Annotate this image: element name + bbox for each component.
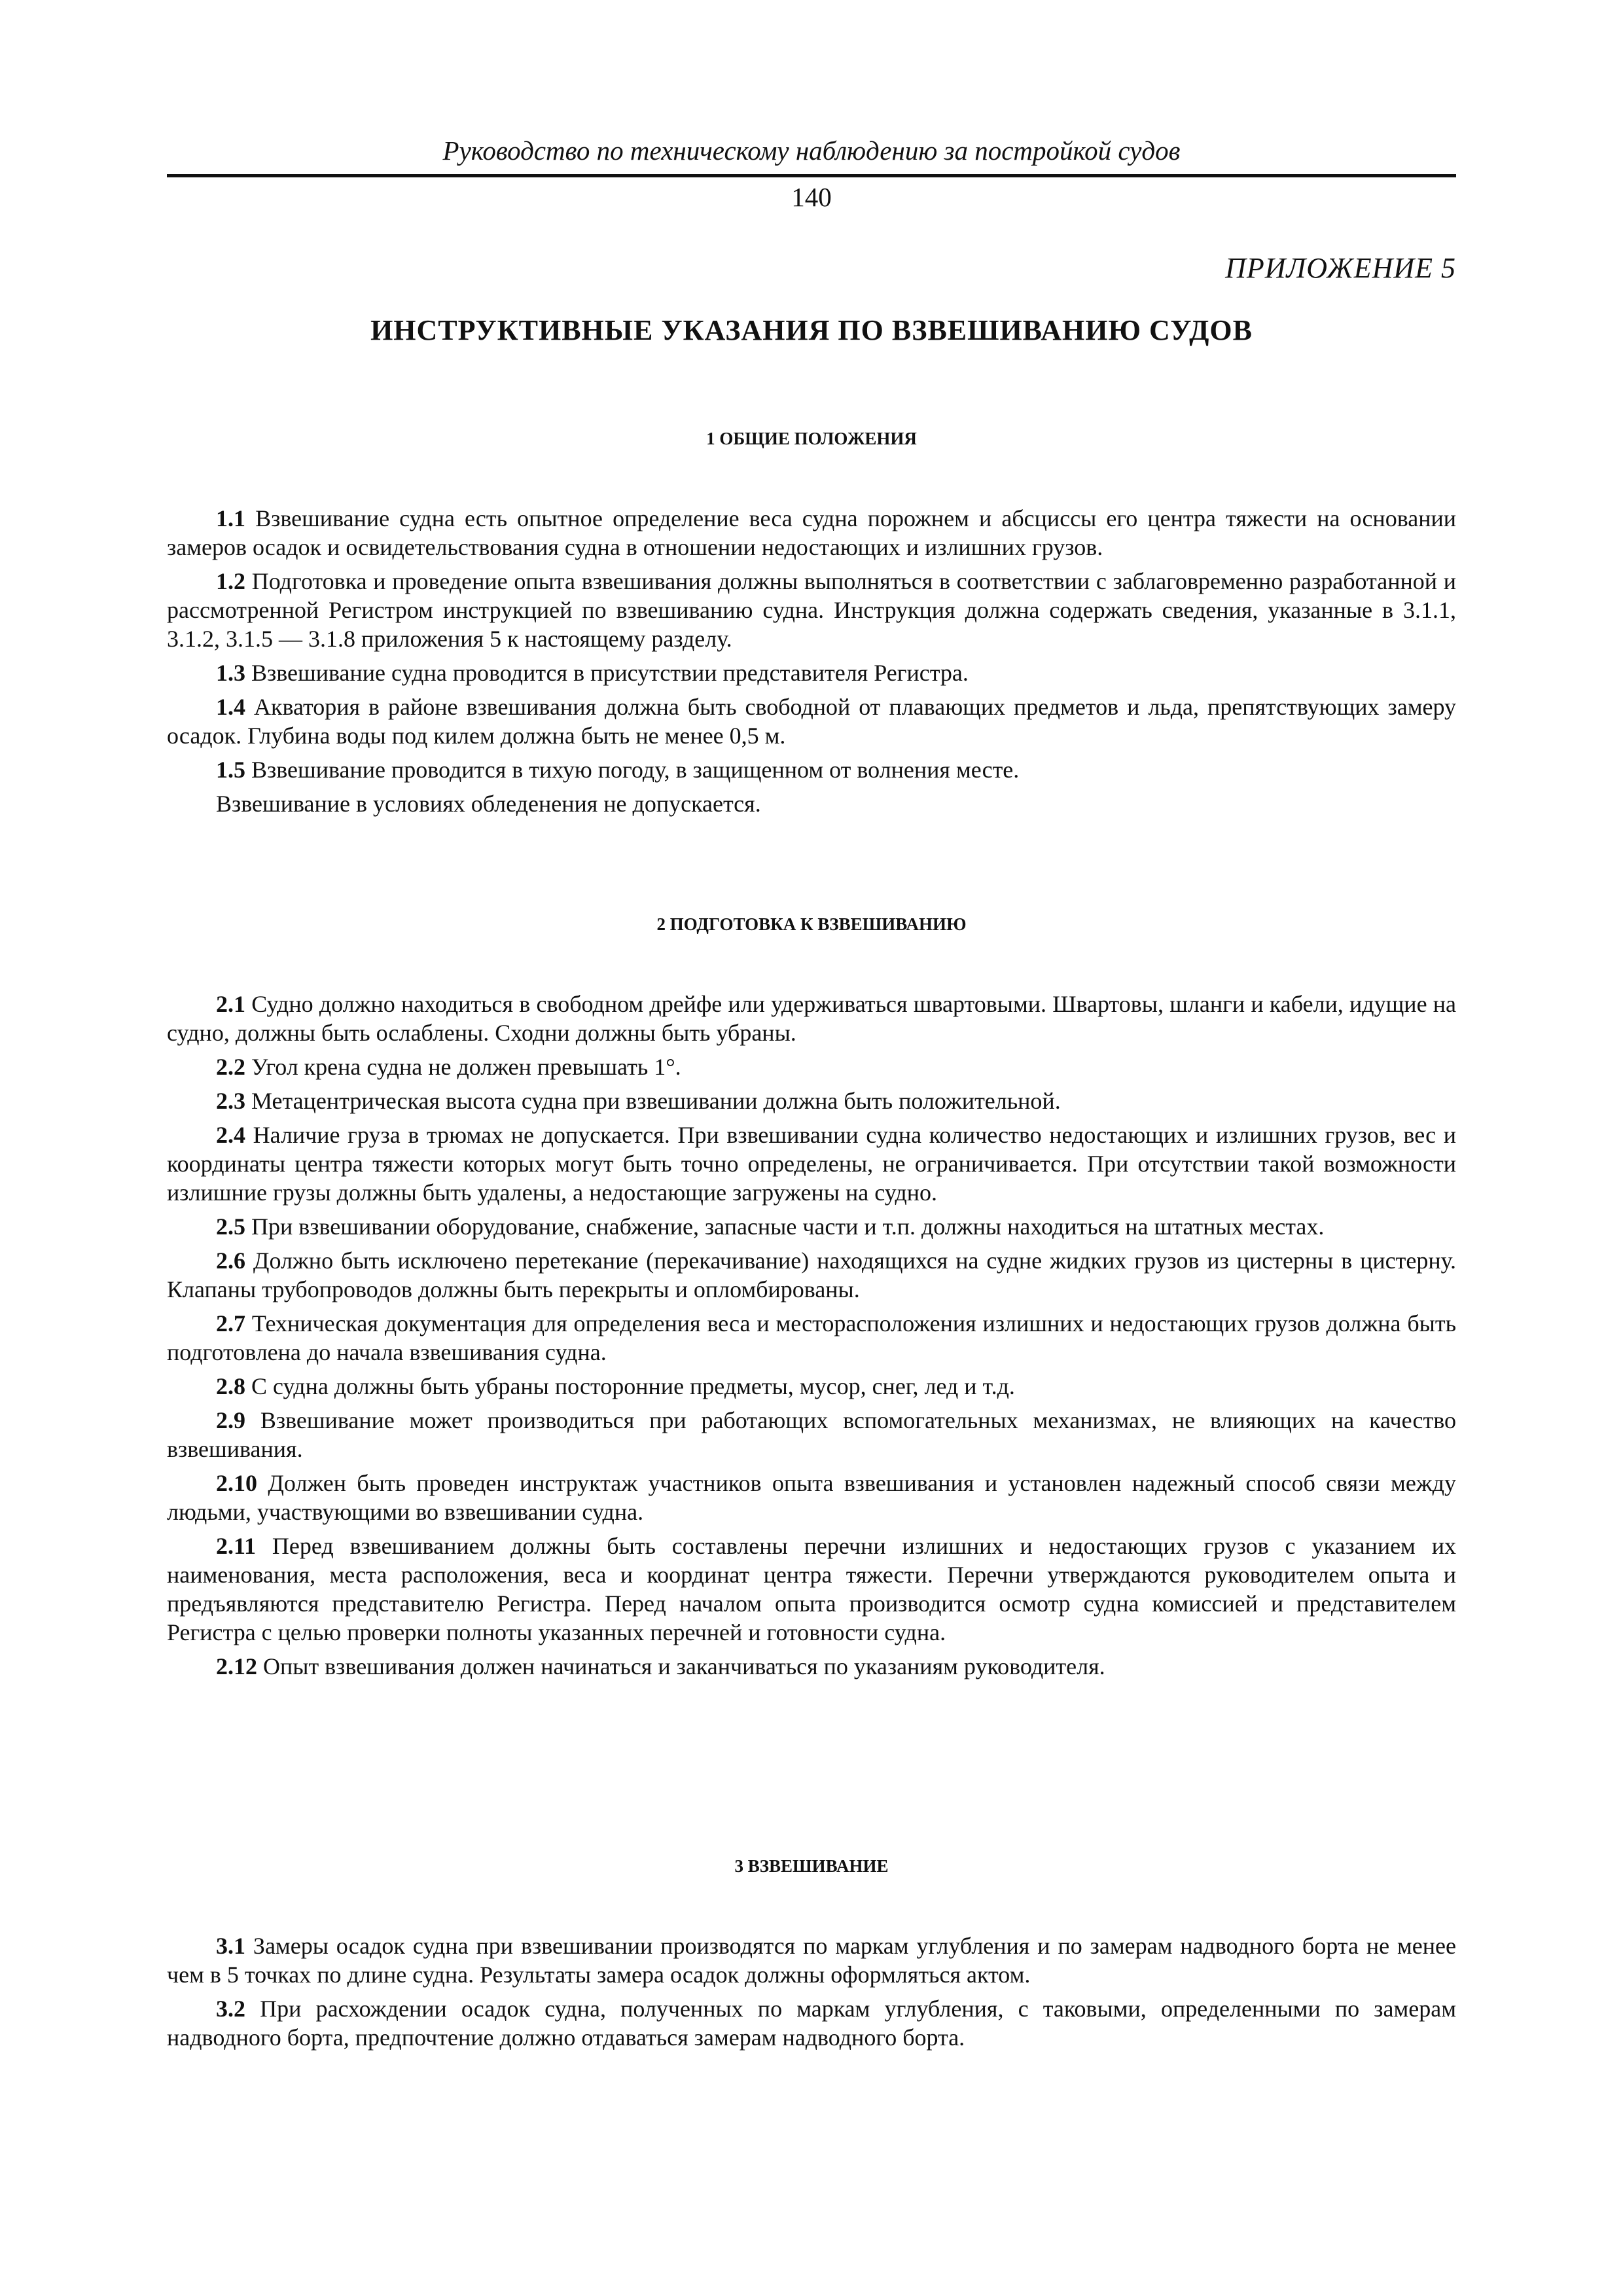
paragraph-3-2 <box>167 1994 1456 2052</box>
running-header-title: Руководство по техническому наблюдению за постройкой судов <box>442 135 1181 166</box>
document-title: ИНСТРУКТИВНЫЕ УКАЗАНИЯ ПО ВЗВЕШИВАНИЮ СУДОВ <box>370 314 1253 346</box>
section-general-provisions <box>167 427 1456 823</box>
paragraph-number: 2.5 <box>216 1213 245 1240</box>
paragraph-2-3 <box>167 1086 1456 1115</box>
paragraph-text: Замеры осадок судна при взвешивании производятся по маркам углубления и по замерам надводного борта не менее чем в 5 точках по длине судна. Результаты замера осадок должны оформляться актом. <box>167 1933 1456 1988</box>
paragraph-2-1 <box>167 990 1456 1047</box>
paragraph-1-5-continued <box>167 789 1456 818</box>
paragraph-text: При взвешивании оборудование, снабжение, запасные части и т.п. должны находиться на штатных местах. <box>245 1213 1325 1240</box>
section-weighing <box>167 1855 1456 2057</box>
paragraph-text: С судна должны быть убраны посторонние предметы, мусор, снег, лед и т.д. <box>245 1373 1015 1399</box>
paragraph-text: Наличие груза в трюмах не допускается. При взвешивании судна количество недостающих и излишних грузов, вес и координаты центра тяжести которых могут быть точно определены, не ограничивается. При отсутствии такой возможности излишние грузы должны быть удалены, а недостающие загружены на судно. <box>167 1122 1456 1206</box>
paragraph-2-10 <box>167 1469 1456 1526</box>
section-body <box>167 1931 1456 2052</box>
paragraph-2-5 <box>167 1212 1456 1241</box>
paragraph-1-1 <box>167 504 1456 562</box>
paragraph-number: 2.3 <box>216 1088 245 1114</box>
paragraph-number: 1.3 <box>216 660 245 686</box>
paragraph-text: Метацентрическая высота судна при взвешивании должна быть положительной. <box>245 1088 1061 1114</box>
paragraph-2-9 <box>167 1406 1456 1463</box>
section-body <box>167 990 1456 1681</box>
paragraph-2-6 <box>167 1246 1456 1304</box>
paragraph-text: Опыт взвешивания должен начинаться и заканчиваться по указаниям руководителя. <box>257 1653 1105 1679</box>
paragraph-number: 1.5 <box>216 757 245 783</box>
paragraph-number: 1.4 <box>216 694 245 720</box>
paragraph-text: При расхождении осадок судна, полученных по маркам углубления, с таковыми, определенными по замерам надводного борта, предпочтение должно отдаваться замерам надводного борта. <box>167 1996 1456 2051</box>
paragraph-text: Взвешивание судна проводится в присутствии представителя Регистра. <box>245 660 969 686</box>
paragraph-number: 1.2 <box>216 568 245 594</box>
paragraph-text: Должен быть проведен инструктаж участников опыта взвешивания и установлен надежный способ связи между людьми, участвующими во взвешивании судна. <box>167 1470 1456 1525</box>
paragraph-number: 2.9 <box>216 1407 245 1433</box>
paragraph-number: 3.2 <box>216 1996 245 2022</box>
paragraph-2-12 <box>167 1652 1456 1681</box>
section-title: 3 ВЗВЕШИВАНИЕ <box>734 1856 889 1876</box>
paragraph-1-3 <box>167 658 1456 687</box>
section-body <box>167 504 1456 818</box>
section-title: 2 ПОДГОТОВКА К ВЗВЕШИВАНИЮ <box>656 914 967 934</box>
paragraph-text: Взвешивание судна есть опытное определение веса судна порожнем и абсциссы его центра тяжести на основании замеров осадок и освидетельствования судна в отношении недостающих и излишних грузов. <box>167 505 1456 560</box>
paragraph-number: 2.8 <box>216 1373 245 1399</box>
paragraph-number: 1.1 <box>216 505 245 531</box>
paragraph-number: 2.11 <box>216 1533 257 1559</box>
appendix-label: ПРИЛОЖЕНИЕ 5 <box>1225 252 1456 284</box>
paragraph-number: 2.4 <box>216 1122 245 1148</box>
paragraph-text: Подготовка и проведение опыта взвешивания должны выполняться в соответствии с заблаговременно разработанной и рассмотренной Регистром инструкцией по взвешиванию судна. Инструкция должна содержать сведения, указанные в 3.1.1, 3.1.2, 3.1.5 — 3.1.8 приложения 5 к настоящему разделу. <box>167 568 1456 652</box>
paragraph-1-5 <box>167 755 1456 784</box>
paragraph-text: Угол крена судна не должен превышать 1°. <box>245 1054 681 1080</box>
paragraph-1-2 <box>167 567 1456 653</box>
paragraph-2-4 <box>167 1121 1456 1207</box>
paragraph-number: 2.2 <box>216 1054 245 1080</box>
page-number: 140 <box>791 182 832 212</box>
paragraph-number: 2.12 <box>216 1653 257 1679</box>
paragraph-number: 2.7 <box>216 1310 245 1336</box>
paragraph-number: 2.10 <box>216 1470 257 1496</box>
section-preparation <box>167 913 1456 1686</box>
paragraph-number: 2.6 <box>216 1247 245 1274</box>
paragraph-number: 2.1 <box>216 991 245 1017</box>
paragraph-2-2 <box>167 1052 1456 1081</box>
paragraph-text: Взвешивание в условиях обледенения не допускается. <box>216 791 761 817</box>
paragraph-2-11 <box>167 1532 1456 1647</box>
paragraph-text: Судно должно находиться в свободном дрейфе или удерживаться швартовыми. Швартовы, шланги и кабели, идущие на судно, должны быть ослаблены. Сходни должны быть убраны. <box>167 991 1456 1046</box>
paragraph-1-4 <box>167 692 1456 750</box>
paragraph-text: Должно быть исключено перетекание (перекачивание) находящихся на судне жидких грузов из цистерны в цистерну. Клапаны трубопроводов должны быть перекрыты и опломбированы. <box>167 1247 1456 1302</box>
paragraph-2-7 <box>167 1309 1456 1367</box>
document-page <box>167 0 1456 2296</box>
paragraph-text: Взвешивание проводится в тихую погоду, в защищенном от волнения месте. <box>245 757 1020 783</box>
paragraph-text: Перед взвешиванием должны быть составлены перечни излишних и недостающих грузов с указанием их наименования, места расположения, веса и координат центра тяжести. Перечни утверждаются руководителем опыта и предъявляются представителю Регистра. Перед началом опыта производится осмотр судна комиссией и представителем Регистра с целью проверки полноты указанных перечней и готовности судна. <box>167 1533 1456 1645</box>
paragraph-2-8 <box>167 1372 1456 1401</box>
paragraph-number: 3.1 <box>216 1933 245 1959</box>
header-rule <box>167 174 1456 177</box>
section-title: 1 ОБЩИЕ ПОЛОЖЕНИЯ <box>706 429 917 448</box>
paragraph-3-1 <box>167 1931 1456 1989</box>
paragraph-text: Техническая документация для определения веса и месторасположения излишних и недостающих грузов должна быть подготовлена до начала взвешивания судна. <box>167 1310 1456 1365</box>
paragraph-text: Акватория в районе взвешивания должна быть свободной от плавающих предметов и льда, препятствующих замеру осадок. Глубина воды под килем должна быть не менее 0,5 м. <box>167 694 1456 749</box>
paragraph-text: Взвешивание может производиться при работающих вспомогательных механизмах, не влияющих на качество взвешивания. <box>167 1407 1456 1462</box>
